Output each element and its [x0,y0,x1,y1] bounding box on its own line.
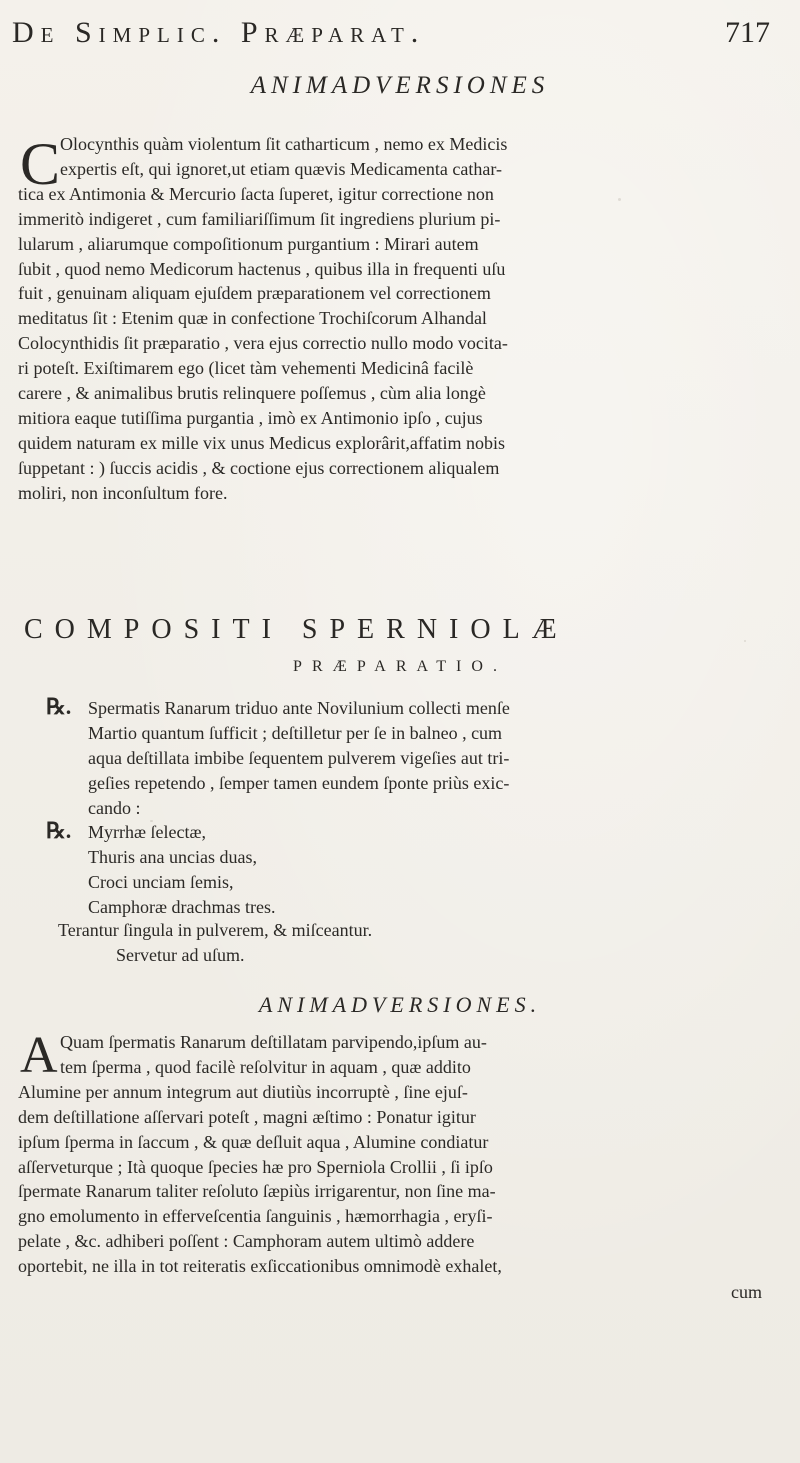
text-line: mitiora eaque tutiſſima purgantia , imò ex Antimonio ipſo , cujus [18,407,483,428]
text-line: pelate , &c. adhiberi poſſent : Camphoram autem ultimò addere [18,1231,475,1252]
catchword: cum [731,1282,762,1302]
text-line: meditatus ſit : Etenim quæ in confectione Trochiſcorum Alhandal [18,308,487,329]
section-title-animadversiones: ANIMADVERSIONES [250,72,550,99]
text-line: tica ex Antimonia & Mercurio ſacta ſuperet, igitur correctione non [18,183,494,204]
text-line: Olocynthis quàm violentum ſit catharticum , nemo ex Medicis [60,134,508,154]
composition-subtitle: PRÆPARATIO. [293,658,507,675]
text-line: Camphoræ drachmas tres. [88,897,276,917]
text-line: aſſerveturque ; Ità quoque ſpecies hæ pro Sperniola Crollii , ſi ipſo [18,1156,493,1177]
page-number: 717 [725,16,770,49]
text-line: aqua deſtillata imbibe ſequentem pulverem vigeſies aut tri- [88,748,510,768]
text-line: ſuppetant : ) ſuccis acidis , & coctione ejus correctionem aliqualem [18,457,500,478]
text-line: Alumine per annum integrum aut diutiùs incorruptè , ſine ejuſ- [18,1081,468,1102]
text-line: ri poteſt. Exiſtimarem ego (licet tàm vehementi Medicinâ facilè [18,358,474,379]
running-head: De Simplic. Præparat. [12,16,426,49]
composition-title: COMPOSITI SPERNIOLÆ [24,614,569,645]
recipe-symbol: ℞. [46,694,72,719]
recipe-instruction: Servetur ad uſum. [116,945,245,965]
text-line: gno emolumento in efferveſcentia ſanguinis , hæmorrhagia , eryſi- [18,1206,493,1227]
text-line: Quam ſpermatis Ranarum deſtillatam parvipendo,ipſum au- [60,1032,487,1052]
text-line: moliri, non inconſultum fore. [18,482,228,503]
text-line: cando : [88,798,141,818]
paragraph-animadversiones-1 [18,132,780,506]
text-line: expertis eſt, qui ignoret,ut etiam quævis Medicamenta cathar- [60,158,503,179]
text-line: ſpermate Ranarum taliter reſoluto ſæpiùs irrigarentur, non ſine ma- [18,1181,496,1202]
text-line: geſies repetendo , ſemper tamen eundem ſponte priùs exic- [88,773,510,793]
recipe-symbol: ℞. [46,818,72,843]
text-line: Myrrhæ ſelectæ, [88,822,206,842]
text-line: immeritò indigeret , cum familiariſſimum ſit ingrediens plurium pi- [18,208,501,229]
text-line: Colocynthidis ſit præparatio , vera ejus correctio nullo modo vocita- [18,333,508,354]
text-line: tem ſperma , quod facilè reſolvitur in aquam , quæ addito [60,1056,471,1077]
text-line: oportebit, ne illa in tot reiteratis exſiccationibus omnimodè exhalet, [18,1256,502,1277]
recipe-instruction: Terantur ſingula in pulverem, & miſceantur. [58,920,373,940]
text-line: quidem naturam ex mille vix unus Medicus explorârit,affatim nobis [18,432,506,453]
text-line: ipſum ſperma in ſaccum , & quæ deſluit aqua , Alumine condiatur [18,1131,489,1152]
recipe-2 [88,820,275,920]
drop-cap: C [20,131,61,197]
text-line: Thuris ana uncias duas, [88,847,257,867]
section-title-animadversiones-2: ANIMADVERSIONES. [258,992,542,1017]
text-line: ſubit , quod nemo Medicorum hactenus , quibus illa in frequenti uſu [18,258,506,279]
text-line: dem deſtillatione aſſervari poteſt , magni æſtimo : Ponatur igitur [18,1106,476,1127]
text-line: Croci unciam ſemis, [88,872,234,892]
text-line: Martio quantum ſufficit ; deſtilletur per ſe in balneo , cum [88,723,503,743]
paragraph-animadversiones-2 [18,1030,780,1279]
text-line: Spermatis Ranarum triduo ante Novilunium collecti menſe [88,698,510,718]
text-line: lularum , aliarumque compoſitionum purgantium : Mirari autem [18,233,479,254]
text-line: fuit , genuinam aliquam ejuſdem præparationem vel correctionem [18,283,491,304]
recipe-1 [88,696,510,821]
text-line: carere , & animalibus brutis relinquere poſſemus , cùm alia longè [18,383,486,404]
drop-cap: A [20,1027,58,1084]
page-header [12,16,772,58]
